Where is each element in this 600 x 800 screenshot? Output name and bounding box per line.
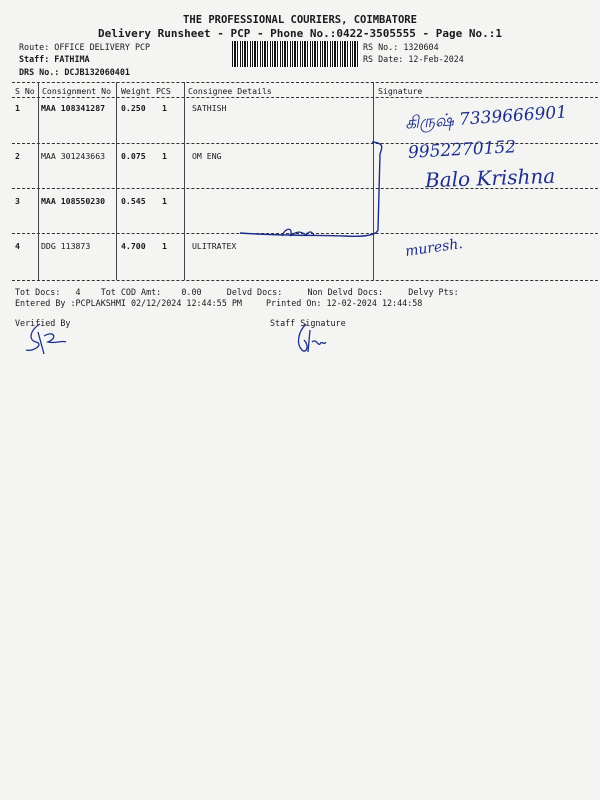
staff-signature-label: Staff Signature: [270, 318, 346, 328]
runsheet-subtitle: Delivery Runsheet - PCP - Phone No.:0422-3505555 - Page No.:1: [98, 27, 502, 40]
staff-signature-mark: [292, 322, 332, 357]
col-divider: [116, 82, 117, 280]
row-weight: 0.075: [121, 151, 146, 161]
row-pcs: 1: [162, 103, 167, 113]
row-sno: 3: [15, 196, 20, 206]
col-divider: [38, 82, 39, 280]
entered-by: Entered By :PCPLAKSHMI 02/12/2024 12:44:55 PM: [15, 298, 242, 308]
row-consignment: MAA 301243663: [41, 151, 106, 161]
handwritten-row4-signature: muresh.: [404, 236, 464, 260]
row-sno: 1: [15, 103, 20, 113]
row-weight: 0.545: [121, 196, 146, 206]
staff-label: Staff: FATHIMA: [19, 54, 90, 64]
bracket-scribble: [240, 140, 400, 245]
verified-by-label: Verified By: [15, 318, 71, 328]
row-consignee: OM ENG: [192, 151, 222, 161]
printed-on: Printed On: 12-02-2024 12:44:58: [266, 298, 423, 308]
row-consignee: ULITRATEX: [192, 241, 237, 251]
row-consignment: DDG 113873: [41, 241, 91, 251]
col-header-weight: Weight: [121, 86, 151, 96]
company-title: THE PROFESSIONAL COURIERS, COIMBATORE: [183, 14, 417, 26]
barcode: [232, 41, 360, 67]
rs-number: RS No.: 1320604: [363, 42, 439, 52]
handwritten-name: Balo Krishna: [424, 163, 556, 193]
table-top-rule: [12, 82, 598, 83]
row-consignee: SATHISH: [192, 103, 227, 113]
col-header-consignee: Consignee Details: [188, 86, 272, 96]
row-pcs: 1: [162, 241, 167, 251]
row-sno: 2: [15, 151, 20, 161]
route-label: Route: OFFICE DELIVERY PCP: [19, 42, 151, 52]
row-weight: 0.250: [121, 103, 146, 113]
drs-label: DRS No.: DCJB132060401: [19, 67, 130, 77]
rs-date: RS Date: 12-Feb-2024: [363, 54, 464, 64]
row-pcs: 1: [162, 196, 167, 206]
verifier-signature-mark: [22, 322, 67, 357]
row-consignment: MAA 108550230: [41, 196, 106, 206]
row-consignment: MAA 108341287: [41, 103, 106, 113]
row-sno: 4: [15, 241, 20, 251]
table-bottom-rule: [12, 280, 598, 281]
totals-line: Tot Docs: 4 Tot COD Amt: 0.00 Delvd Docs: Non Delvd Docs: Delvy Pts:: [15, 287, 459, 297]
row-pcs: 1: [162, 151, 167, 161]
col-header-pcs: PCS: [156, 86, 171, 96]
handwritten-phone-2: 9952270152: [407, 137, 517, 163]
row-weight: 4.700: [121, 241, 146, 251]
col-header-signature: Signature: [378, 86, 423, 96]
col-header-consignment: Consignment No: [42, 86, 112, 96]
table-header-rule: [12, 97, 598, 98]
handwritten-phone-1: கிருஷ் 7339666901: [404, 102, 568, 134]
col-header-sno: S No: [15, 86, 35, 96]
col-divider: [184, 82, 185, 280]
